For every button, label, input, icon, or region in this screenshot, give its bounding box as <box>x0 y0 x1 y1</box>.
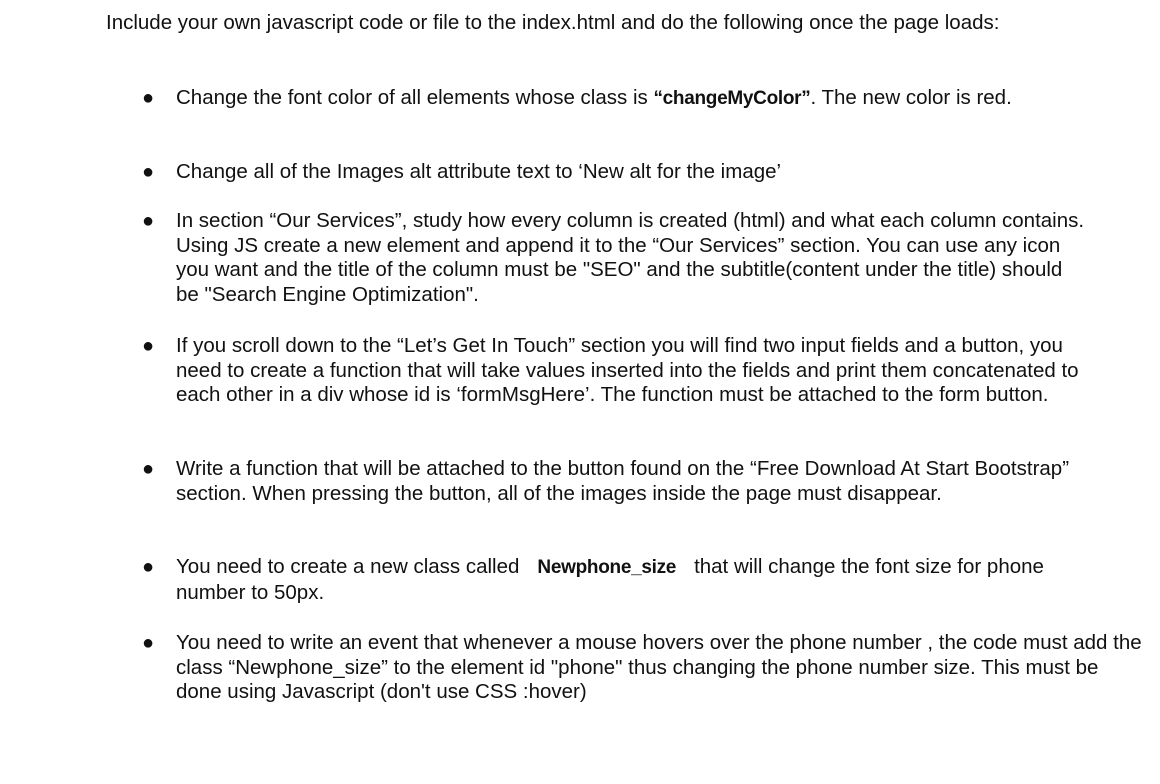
intro-paragraph: Include your own javascript code or file to the index.html and do the following once the page loads: <box>106 11 1000 34</box>
task-text: In section “Our Services”, study how every column is created (html) and what each column contains. Using JS create a new element and append it to the “Our Services” section. You can use any icon you want and the title of the column must be "SEO" and the subtitle(content under the title) should be "Search Engine Optimization". <box>176 209 1085 306</box>
class-name-code: Newphone_size <box>537 557 677 578</box>
task-text: You need to write an event that whenever a mouse hovers over the phone number , the code must add the class “Newphone_size” to the element id "phone" thus changing the phone number size. This must be done using Javascript (don't use CSS :hover) <box>176 631 1142 703</box>
task-text: Change all of the Images alt attribute text to ‘New alt for the image’ <box>176 160 782 183</box>
bullet-icon: ● <box>142 210 155 232</box>
bullet-icon: ● <box>142 161 155 183</box>
task-text-part: that will change the font size for phone number to 50px. <box>176 555 1044 604</box>
document <box>106 11 1142 703</box>
task-text-part: . The new color is red. <box>810 86 1012 109</box>
class-name-code: changeMyColor <box>662 88 802 109</box>
task-text: Write a function that will be attached to the button found on the “Free Download At Start Bootstrap” section. When pressing the button, all of the images inside the page must disappear. <box>176 457 1070 505</box>
bullet-icon: ● <box>142 87 155 109</box>
task-text <box>176 86 1081 112</box>
quote-open: “ <box>653 88 663 109</box>
bullet-icon: ● <box>142 556 155 578</box>
task-text-part: Change the font color of all elements whose class is <box>176 86 654 109</box>
bullet-icon: ● <box>142 458 155 480</box>
quote-close: ” <box>801 88 811 109</box>
bullet-icon: ● <box>142 632 155 654</box>
task-text: If you scroll down to the “Let’s Get In Touch” section you will find two input fields and a button, you need to create a function that will take values inserted into the fields and print them concatenated to each other in a div whose id is ‘formMsgHere’. The function must be attached to the form button. <box>176 334 1079 406</box>
bullet-icon: ● <box>142 335 155 357</box>
task-text <box>176 555 1081 605</box>
task-text-part: You need to create a new class called <box>176 555 520 578</box>
